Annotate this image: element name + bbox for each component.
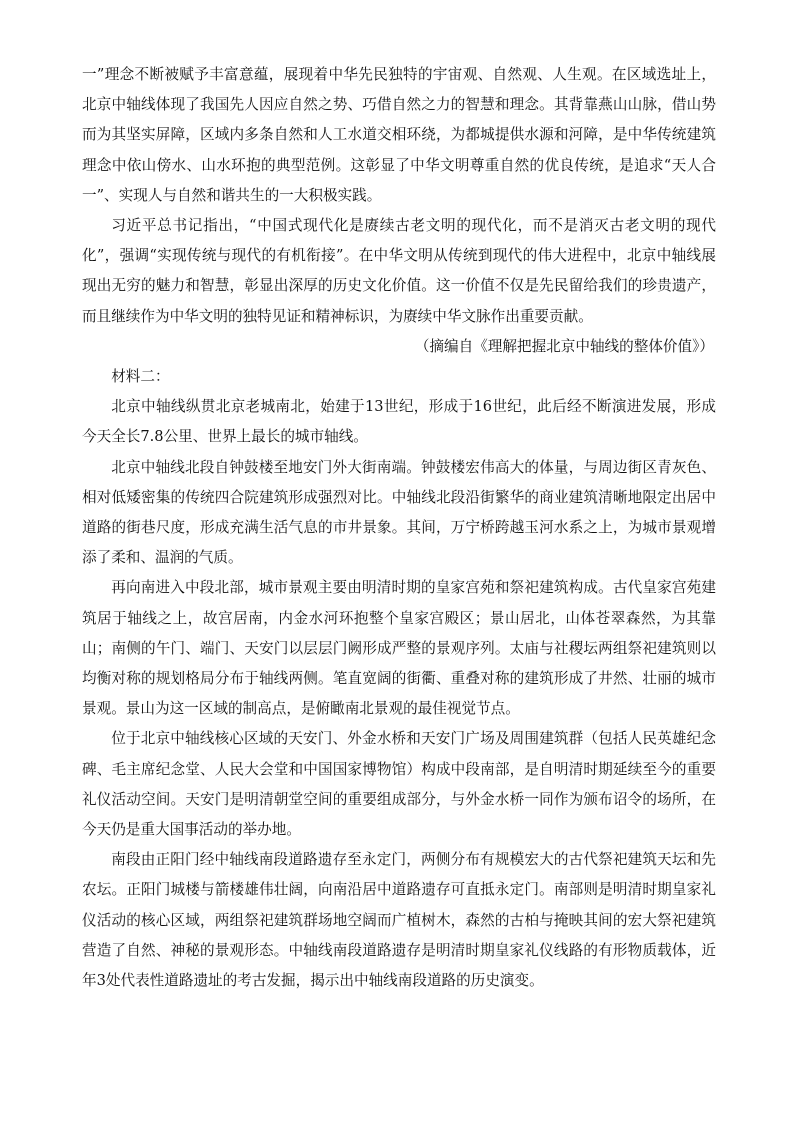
paragraph-xi-quote: 习近平总书记指出，“中国式现代化是赓续古老文明的现代化，而不是消灭古老文明的现代化”，强调“实现传统与现代的有机衔接”。在中华文明从传统到现代的伟大进程中，北京中轴线展现出无穷的魅力和智慧，彰显出深厚的历史文化价值。这一价值不仅是先民留给我们的珍贵遗产，而且继续作为中华文明的独特见证和精神标识，为赓续中华文脉作出重要贡献。	[82, 217, 716, 325]
paragraph-north-section: 北京中轴线北段自钟鼓楼至地安门外大街南端。钟鼓楼宏伟高大的体量，与周边街区青灰色、相对低矮密集的传统四合院建筑形成强烈对比。中轴线北段沿街繁华的商业建筑清晰地限定出居中道路的街巷尺度，形成充满生活气息的市井景象。其间，万宁桥跨越玉河水系之上，为城市景观增添了柔和、温润的气质。	[82, 458, 716, 567]
paragraph-middle-north: 再向南进入中段北部，城市景观主要由明清时期的皇家宫苑和祭祀建筑构成。古代皇家宫苑建筑居于轴线之上，故宫居南，内金水河环抱整个皇家宫殿区；景山居北，山体苍翠森然，为其靠山；南侧的午门、端门、天安门以层层门阙形成严整的景观序列。太庙与社稷坛两组祭祀建筑则以均衡对称的规划格局分布于轴线两侧。笔直宽阔的街衢、重叠对称的建筑形成了井然、壮丽的城市景观。景山为这一区域的制高点，是俯瞰南北景观的最佳视觉节点。	[82, 579, 716, 718]
source-citation: （摘编自《理解把握北京中轴线的整体价值》）	[414, 337, 714, 355]
document-page	[82, 60, 716, 996]
paragraph-axis-overview: 北京中轴线纵贯北京老城南北，始建于13世纪，形成于16世纪，此后经不断演进发展，形成今天全长7.8公里、世界上最长的城市轴线。	[82, 398, 716, 446]
paragraph-south-section: 南段由正阳门经中轴线南段道路遗存至永定门，两侧分布有规模宏大的古代祭祀建筑天坛和先农坛。正阳门城楼与箭楼雄伟壮阔，向南沿居中道路遗存可直抵永定门。南部则是明清时期皇家礼仪活动的核心区域，两组祭祀建筑群场地空阔而广植树木，森然的古柏与掩映其间的宏大祭祀建筑营造了自然、神秘的景观形态。中轴线南段道路遗存是明清时期皇家礼仪线路的有形物质载体，近年3处代表性道路遗址的考古发掘，揭示出中轴线南段道路的历史演变。	[82, 851, 716, 990]
paragraph-middle-south: 位于北京中轴线核心区域的天安门、外金水桥和天安门广场及周围建筑群（包括人民英雄纪念碑、毛主席纪念堂、人民大会堂和中国国家博物馆）构成中段南部，是自明清时期延续至今的重要礼仪活动空间。天安门是明清朝堂空间的重要组成部分，与外金水桥一同作为颁布诏令的场所，在今天仍是重大国事活动的举办地。	[82, 730, 716, 839]
section-label-material-two: 材料二：	[111, 368, 170, 386]
paragraph-continuation: 一”理念不断被赋予丰富意蕴，展现着中华先民独特的宇宙观、自然观、人生观。在区域选址上，北京中轴线体现了我国先人因应自然之势、巧借自然之力的智慧和理念。其背靠燕山山脉，借山势而为其坚实屏障，区域内多条自然和人工水道交相环绕，为都城提供水源和河障，是中华传统建筑理念中依山傍水、山水环抱的典型范例。这彰显了中华文明尊重自然的优良传统，是追求“天人合一”、实现人与自然和谐共生的一大积极实践。	[82, 66, 716, 204]
